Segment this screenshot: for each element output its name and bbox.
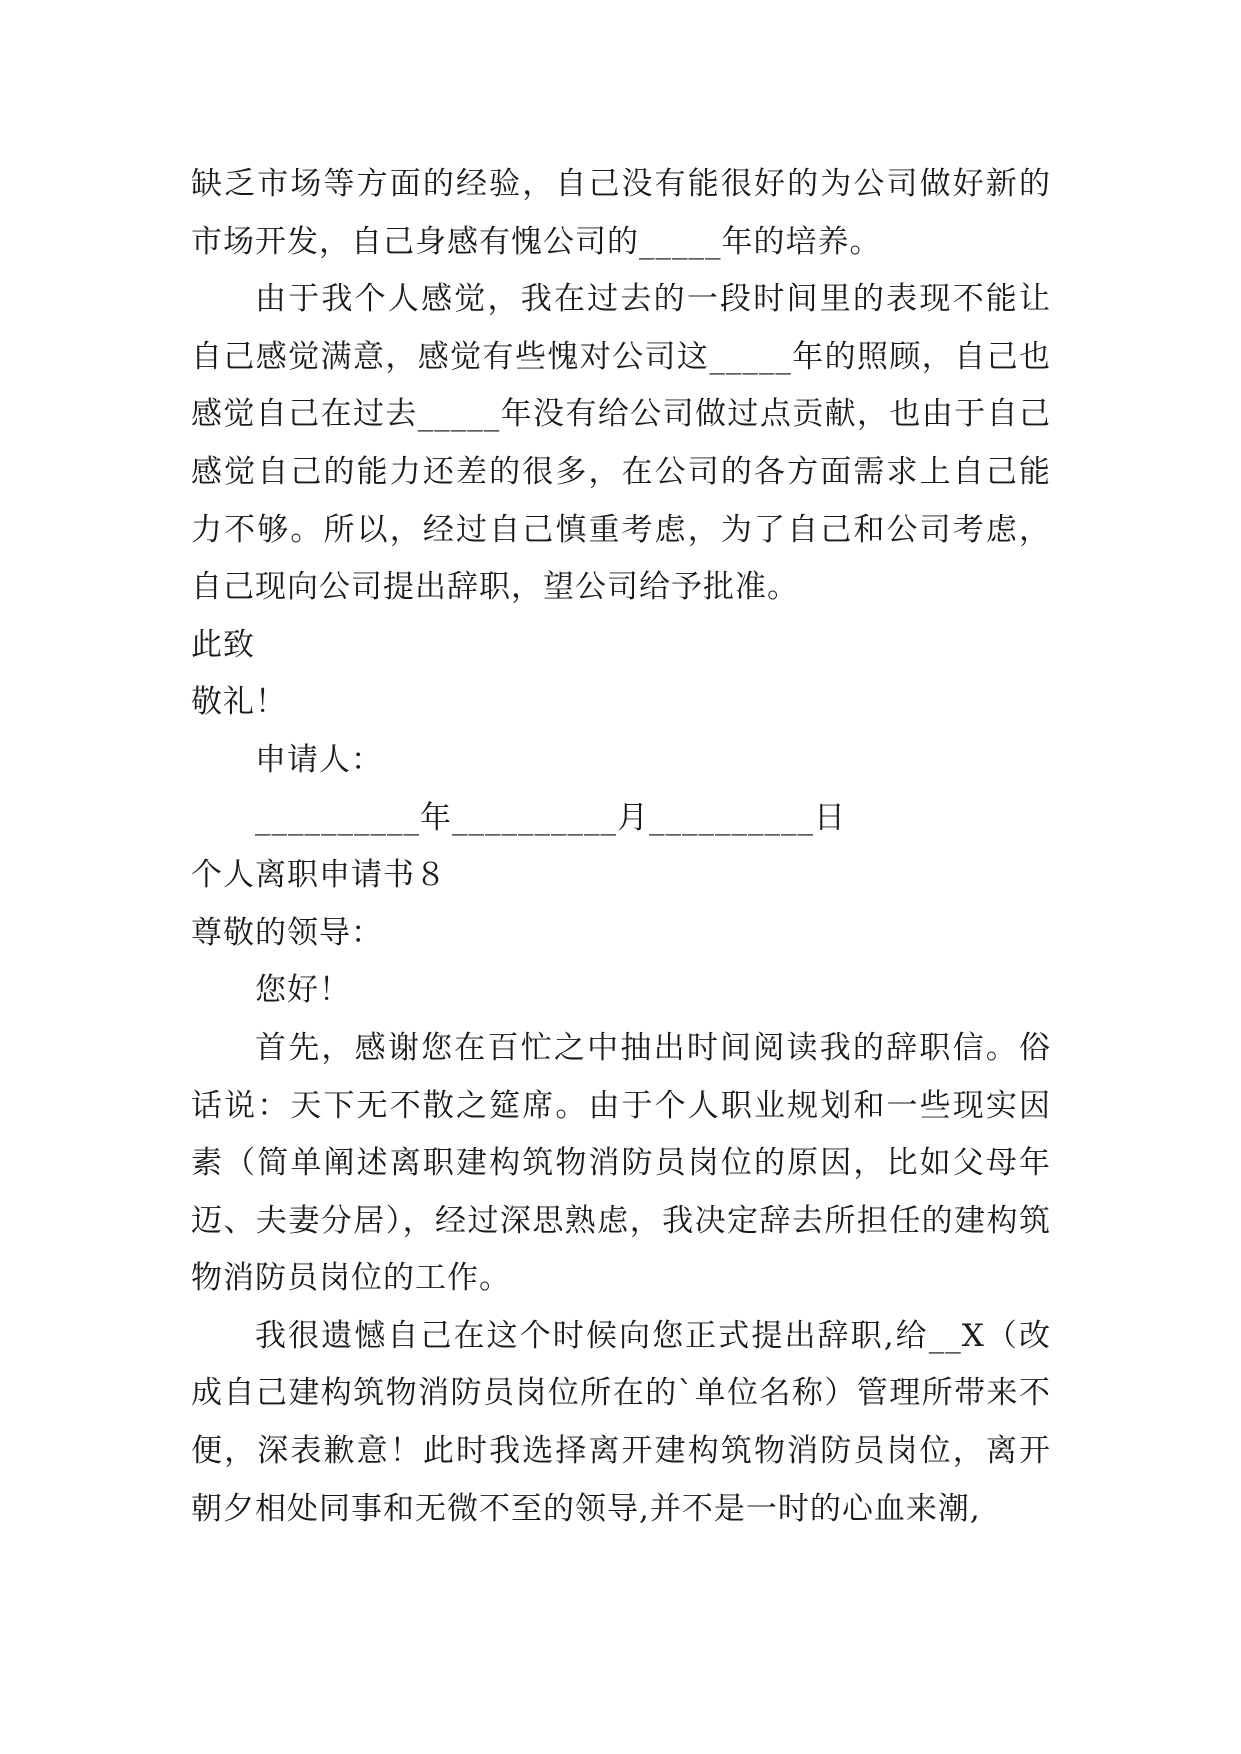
closing-cizhi: 此致 — [191, 626, 255, 663]
greeting: 您好！ — [255, 972, 351, 1009]
applicant-label: 申请人： — [255, 741, 383, 778]
salutation: 尊敬的领导： — [191, 914, 383, 951]
paragraph-experience: 缺乏市场等方面的经验，自己没有能很好的为公司做好新的市场开发，自己身感有愧公司的_____年的培养。 — [191, 166, 1051, 260]
document-body — [191, 156, 1051, 1538]
paragraph-intro: 首先，感谢您在百忙之中抽出时间阅读我的辞职信。俗话说：天下无不散之筵席。由于个人职业规划和一些现实因素（简单阐述离职建构筑物消防员岗位的原因，比如父母年迈、夫妻分居），经过深思熟虑，我决定辞去所担任的建构筑物消防员岗位的工作。 — [191, 1029, 1051, 1297]
paragraph-apology: 我很遗憾自己在这个时候向您正式提出辞职,给__X（改成自己建构筑物消防员岗位所在的`单位名称）管理所带来不便，深表歉意！此时我选择离开建构筑物消防员岗位，离开朝夕相处同事和无微不至的领导,并不是一时的心血来潮, — [191, 1317, 1051, 1527]
section-title: 个人离职申请书８ — [191, 857, 447, 894]
date-line: __________年__________月__________日 — [255, 799, 846, 836]
paragraph-reason: 由于我个人感觉，我在过去的一段时间里的表现不能让自己感觉满意，感觉有些愧对公司这_____年的照顾，自己也感觉自己在过去_____年没有给公司做过点贡献，也由于自己感觉自己的能力还差的很多，在公司的各方面需求上自己能力不够。所以，经过自己慎重考虑，为了自己和公司考虑，自己现向公司提出辞职，望公司给予批准。 — [191, 281, 1051, 606]
closing-jingli: 敬礼！ — [191, 684, 287, 721]
